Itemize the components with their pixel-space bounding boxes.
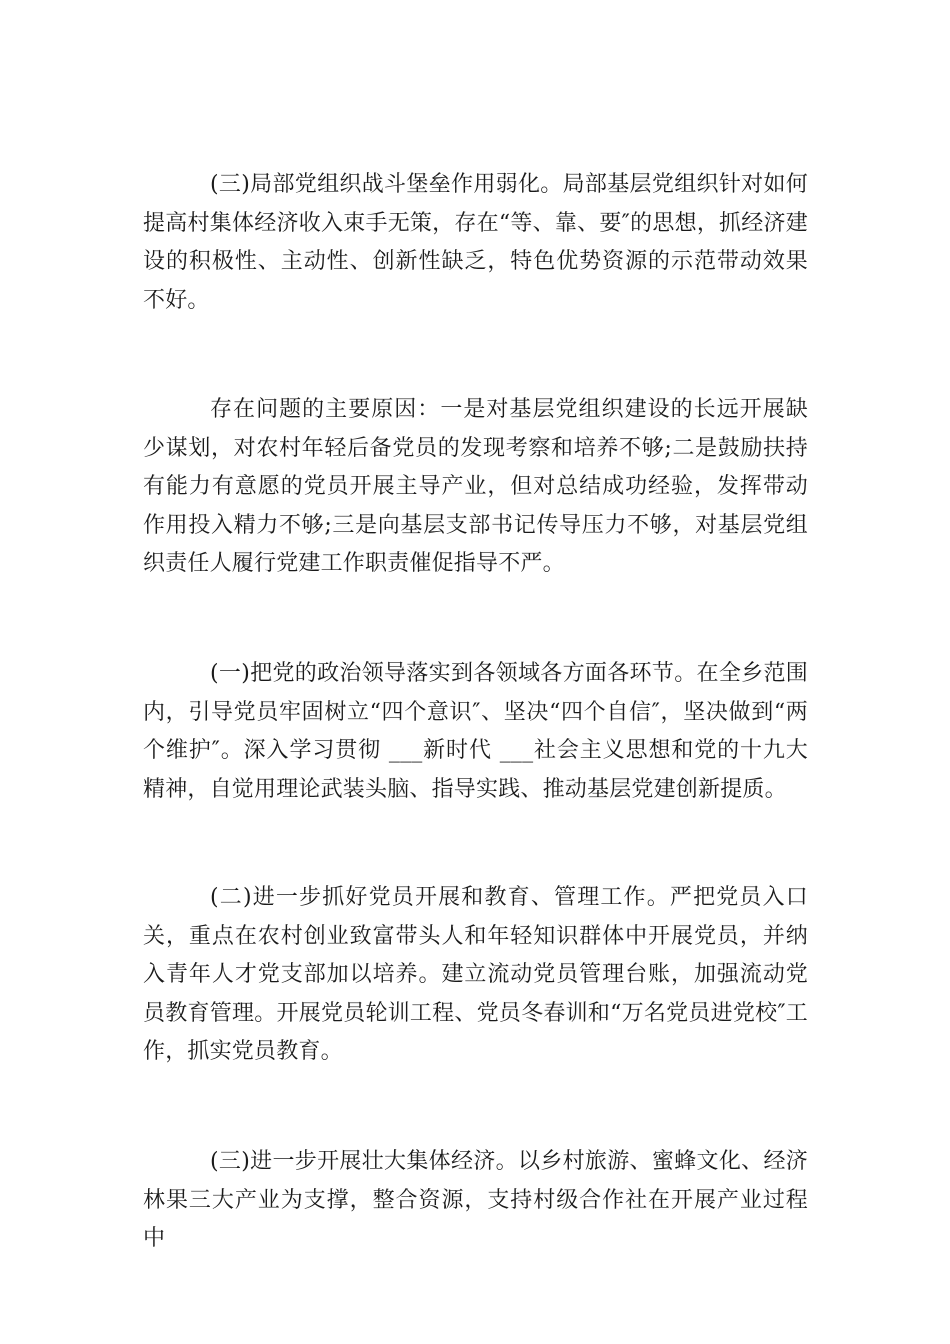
paragraph-main-causes: 存在问题的主要原因：一是对基层党组织建设的长远开展缺少谋划，对农村年轻后备党员的发现考察和培养不够;二是鼓励扶持有能力有意愿的党员开展主导产业，但对总结成功经验，发挥带动作用投入精力不够;三是向基层支部书记传导压力不够，对基层党组织责任人履行党建工作职责催促指导不严。 [143,397,808,576]
paragraph-weakened-party-organizations: (三)局部党组织战斗堡垒作用弱化。局部基层党组织针对如何提高村集体经济收入束手无策，存在“等、靠、要″的思想，抓经济建设的积极性、主动性、创新性缺乏，特色优势资源的示范带动效果不好。 [143,172,808,313]
paragraph-collective-economy: (三)进一步开展壮大集体经济。以乡村旅游、蜜蜂文化、经济林果三大产业为支撑，整合资源，支持村级合作社在开展产业过程中 [143,1149,808,1251]
paragraph-political-leadership: (一)把党的政治领导落实到各领域各方面各环节。在全乡范围内，引导党员牢固树立“四个意识″、坚决“四个自信″，坚决做到“两个维护″。深入学习贯彻 ___新时代 ___社会主义思想和党的十九大精神，自觉用理论武装头脑、指导实践、推动基层党建创新提质。 [143,661,808,802]
paragraph-party-member-management: (二)进一步抓好党员开展和教育、管理工作。严把党员入口关，重点在农村创业致富带头人和年轻知识群体中开展党员，并纳入青年人才党支部加以培养。建立流动党员管理台账，加强流动党员教育管理。开展党员轮训工程、党员冬春训和“万名党员进党校″工作，抓实党员教育。 [143,885,808,1064]
